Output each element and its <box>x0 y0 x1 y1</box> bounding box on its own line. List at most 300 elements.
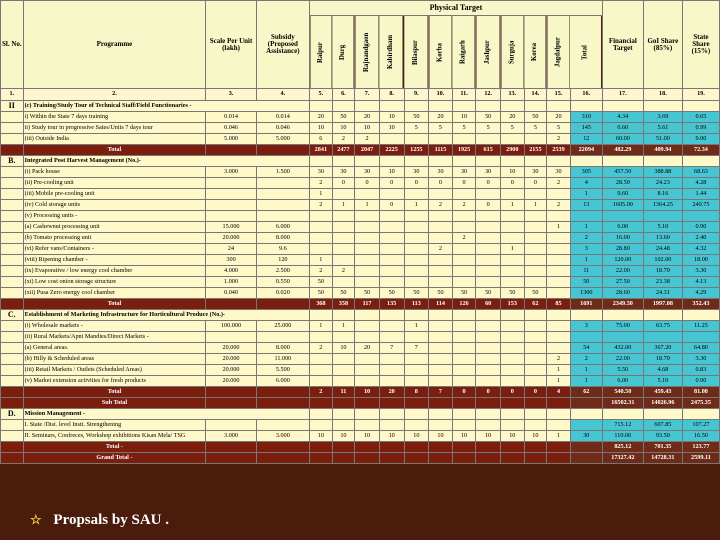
value-cell <box>501 211 525 222</box>
value-cell <box>206 387 256 398</box>
value-cell: 2 <box>310 200 333 211</box>
value-cell: 30 <box>524 167 547 178</box>
value-cell: 0 <box>404 178 429 189</box>
total-cell: 1691 <box>570 299 602 310</box>
table-row <box>1 134 720 145</box>
sl-cell <box>1 354 24 365</box>
table-cell <box>379 101 404 112</box>
total-cell <box>570 211 602 222</box>
table-row <box>1 354 720 365</box>
value-cell: 2 <box>429 244 453 255</box>
value-cell: 5 <box>452 123 476 134</box>
value-cell <box>501 233 525 244</box>
total-cell: 22094 <box>570 145 602 156</box>
section-header-row <box>1 409 720 420</box>
value-cell <box>355 332 380 343</box>
value-cell: 0 <box>379 200 404 211</box>
value-cell: 10 <box>501 431 525 442</box>
value-cell: 0 <box>355 178 380 189</box>
value-cell: 10 <box>310 123 333 134</box>
value-cell <box>452 453 476 464</box>
value-cell <box>547 233 571 244</box>
value-cell <box>256 200 309 211</box>
sl-cell <box>1 266 24 277</box>
total-cell: 3 <box>570 321 602 332</box>
sl-cell <box>1 167 24 178</box>
value-cell <box>452 321 476 332</box>
programme-cell: I. State /Dist. level Instt. Strengthening <box>23 420 206 431</box>
header-financial-target: Financial Target <box>602 1 643 89</box>
total-cell: 2 <box>570 354 602 365</box>
value-cell: 2 <box>452 200 476 211</box>
value-cell <box>404 442 429 453</box>
value-cell <box>206 178 256 189</box>
table-cell <box>643 156 682 167</box>
value-cell <box>452 277 476 288</box>
value-cell <box>379 420 404 431</box>
financial-cell: 3.69 <box>643 112 682 123</box>
value-cell <box>524 222 547 233</box>
value-cell <box>476 233 501 244</box>
header-programme: Programme <box>23 1 206 89</box>
table-cell <box>682 101 719 112</box>
financial-cell: 22.00 <box>602 266 643 277</box>
value-cell: 30 <box>429 167 453 178</box>
section-number: II <box>1 101 24 112</box>
table-cell <box>355 156 380 167</box>
financial-cell: 16.00 <box>602 233 643 244</box>
value-cell: 30 <box>476 167 501 178</box>
value-cell: 10 <box>524 431 547 442</box>
value-cell <box>206 200 256 211</box>
value-cell: 50 <box>310 288 333 299</box>
table-cell <box>501 409 525 420</box>
financial-cell: 1605.00 <box>602 200 643 211</box>
value-cell: 0 <box>501 178 525 189</box>
value-cell <box>355 189 380 200</box>
financial-cell: 6.60 <box>602 123 643 134</box>
value-cell <box>379 266 404 277</box>
value-cell <box>332 453 355 464</box>
table-cell <box>602 310 643 321</box>
value-cell <box>547 244 571 255</box>
value-cell <box>524 233 547 244</box>
value-cell <box>379 321 404 332</box>
programme-cell: Total <box>23 387 206 398</box>
value-cell: 50 <box>524 288 547 299</box>
programme-cell: (b) Tomato processing unit <box>23 233 206 244</box>
table-cell <box>682 409 719 420</box>
value-cell <box>501 354 525 365</box>
value-cell: 10 <box>429 431 453 442</box>
value-cell <box>404 277 429 288</box>
value-cell <box>379 244 404 255</box>
value-cell <box>476 244 501 255</box>
value-cell <box>501 343 525 354</box>
value-cell: 2 <box>332 134 355 145</box>
column-number: 1. <box>1 89 24 101</box>
value-cell <box>524 398 547 409</box>
value-cell: 15.000 <box>206 222 256 233</box>
value-cell: 114 <box>429 299 453 310</box>
table-cell <box>429 310 453 321</box>
value-cell <box>476 189 501 200</box>
sl-cell <box>1 376 24 387</box>
column-number: 19. <box>682 89 719 101</box>
financial-cell: 28.50 <box>602 178 643 189</box>
value-cell: 10 <box>332 123 355 134</box>
value-cell: 8 <box>404 387 429 398</box>
value-cell: 0.020 <box>256 288 309 299</box>
value-cell: 30 <box>310 167 333 178</box>
value-cell: 1 <box>501 244 525 255</box>
value-cell: 1.000 <box>206 277 256 288</box>
sl-cell <box>1 442 24 453</box>
programme-cell: (xii) Pusa Zero energy cool chamber <box>23 288 206 299</box>
table-cell <box>332 156 355 167</box>
value-cell <box>256 189 309 200</box>
value-cell <box>501 277 525 288</box>
value-cell <box>355 233 380 244</box>
value-cell: 368 <box>310 299 333 310</box>
value-cell: 0 <box>476 387 501 398</box>
table-cell <box>355 310 380 321</box>
financial-cell: 18.70 <box>643 354 682 365</box>
table-cell <box>547 310 571 321</box>
table-cell <box>332 409 355 420</box>
value-cell: 20 <box>429 112 453 123</box>
value-cell: 10 <box>379 431 404 442</box>
financial-cell: 367.20 <box>643 343 682 354</box>
value-cell: 2477 <box>332 145 355 156</box>
value-cell: 153 <box>501 299 525 310</box>
value-cell <box>404 453 429 464</box>
financial-cell: 110.00 <box>602 431 643 442</box>
value-cell: 50 <box>332 288 355 299</box>
programme-cell: (a) General areas. <box>23 343 206 354</box>
value-cell: 2 <box>310 178 333 189</box>
table-cell <box>570 409 602 420</box>
financial-cell: 16502.31 <box>602 398 643 409</box>
total-cell: 30 <box>570 431 602 442</box>
value-cell: 1 <box>547 222 571 233</box>
programme-cell: ii) Study tour in progressive Sates/Units 7 days tour <box>23 123 206 134</box>
value-cell <box>404 332 429 343</box>
value-cell <box>452 211 476 222</box>
star-icon: ☆ <box>30 512 42 527</box>
section-title: (c) Training/Study Tour of Technical Staff/Field Functionaries - <box>23 101 309 112</box>
value-cell <box>429 222 453 233</box>
sl-cell <box>1 332 24 343</box>
table-cell <box>310 156 333 167</box>
value-cell: 50 <box>476 288 501 299</box>
table-row <box>1 123 720 134</box>
financial-cell: 1.44 <box>682 189 719 200</box>
value-cell <box>332 277 355 288</box>
value-cell: 10 <box>355 431 380 442</box>
value-cell <box>547 277 571 288</box>
total-cell <box>570 442 602 453</box>
value-cell <box>524 244 547 255</box>
sl-cell <box>1 211 24 222</box>
table-cell <box>602 156 643 167</box>
value-cell: 11.000 <box>256 354 309 365</box>
total-row <box>1 387 720 398</box>
financial-cell: 3.30 <box>682 266 719 277</box>
header-district: Korba <box>429 16 453 89</box>
value-cell: 10 <box>355 123 380 134</box>
total-cell <box>570 398 602 409</box>
value-cell <box>379 233 404 244</box>
financial-cell <box>682 332 719 343</box>
header-scale: Scale Per Unit (lakh) <box>206 1 256 89</box>
value-cell <box>404 222 429 233</box>
value-cell: 1.500 <box>256 167 309 178</box>
value-cell <box>524 211 547 222</box>
value-cell <box>547 442 571 453</box>
financial-cell: 120.00 <box>602 255 643 266</box>
value-cell: 5 <box>476 123 501 134</box>
programme-cell: (vi) Refer vans/Containers - <box>23 244 206 255</box>
value-cell <box>355 354 380 365</box>
value-cell: 2 <box>547 200 571 211</box>
programme-cell: (i) Pack house <box>23 167 206 178</box>
sl-cell <box>1 277 24 288</box>
value-cell <box>429 277 453 288</box>
value-cell <box>476 134 501 145</box>
column-number: 8. <box>379 89 404 101</box>
value-cell: 120 <box>256 255 309 266</box>
value-cell <box>355 255 380 266</box>
financial-cell: 11.25 <box>682 321 719 332</box>
financial-cell: 459.43 <box>643 387 682 398</box>
financial-cell: 123.77 <box>682 442 719 453</box>
table-row <box>1 277 720 288</box>
table-cell <box>452 310 476 321</box>
programme-cell: II. Seminars, Confreces, Workshop exhibitions Kisan Mela/ TSG <box>23 431 206 442</box>
value-cell <box>429 211 453 222</box>
value-cell <box>404 398 429 409</box>
value-cell <box>332 365 355 376</box>
table-row <box>1 167 720 178</box>
value-cell <box>452 420 476 431</box>
value-cell: 0 <box>476 178 501 189</box>
value-cell: 5 <box>429 123 453 134</box>
value-cell <box>429 420 453 431</box>
value-cell <box>332 255 355 266</box>
column-number: 5. <box>310 89 333 101</box>
value-cell: 7 <box>429 387 453 398</box>
total-cell: 1300 <box>570 288 602 299</box>
header-district: Rajnandgaon <box>355 16 380 89</box>
value-cell: 126 <box>452 299 476 310</box>
table-cell <box>476 156 501 167</box>
value-cell <box>404 189 429 200</box>
table-cell <box>682 310 719 321</box>
programme-cell: (viii) Ripening chamber - <box>23 255 206 266</box>
value-cell: 2 <box>310 343 333 354</box>
section-number: C. <box>1 310 24 321</box>
header-district: Raipur <box>310 16 333 89</box>
value-cell <box>355 211 380 222</box>
header-district: Raigarh <box>452 16 476 89</box>
total-cell: 1 <box>570 255 602 266</box>
total-cell: 50 <box>570 277 602 288</box>
financial-cell <box>643 332 682 343</box>
value-cell: 5.000 <box>206 134 256 145</box>
value-cell: 2841 <box>310 145 333 156</box>
programme-cell: (b) Hilly & Scheduled areas <box>23 354 206 365</box>
value-cell: 1 <box>355 200 380 211</box>
financial-cell: 18.70 <box>643 266 682 277</box>
table-cell <box>429 101 453 112</box>
value-cell <box>429 255 453 266</box>
sl-cell <box>1 299 24 310</box>
value-cell: 358 <box>332 299 355 310</box>
sl-cell <box>1 200 24 211</box>
financial-cell: 22.00 <box>602 354 643 365</box>
value-cell <box>452 332 476 343</box>
financial-cell: 9.60 <box>602 189 643 200</box>
value-cell <box>404 255 429 266</box>
value-cell <box>476 222 501 233</box>
value-cell <box>547 398 571 409</box>
value-cell: 25.000 <box>256 321 309 332</box>
value-cell: 24 <box>206 244 256 255</box>
value-cell: 0 <box>524 387 547 398</box>
value-cell: 0.014 <box>206 112 256 123</box>
value-cell: 2 <box>547 178 571 189</box>
value-cell <box>355 442 380 453</box>
financial-cell <box>682 211 719 222</box>
value-cell <box>501 134 525 145</box>
value-cell: 5.000 <box>256 134 309 145</box>
value-cell <box>355 222 380 233</box>
value-cell <box>547 266 571 277</box>
value-cell: 10 <box>452 112 476 123</box>
table-row <box>1 255 720 266</box>
value-cell: 1255 <box>404 145 429 156</box>
value-cell: 10 <box>310 431 333 442</box>
value-cell: 8.000 <box>256 343 309 354</box>
table-cell <box>570 156 602 167</box>
value-cell <box>501 442 525 453</box>
programme-cell: (ii) Pre-cooling unit <box>23 178 206 189</box>
value-cell <box>355 266 380 277</box>
column-number: 4. <box>256 89 309 101</box>
value-cell: 2155 <box>524 145 547 156</box>
value-cell <box>256 178 309 189</box>
sl-cell <box>1 387 24 398</box>
programme-cell: (ii) Rural Markets/Apni Mandies/Direct Markets - <box>23 332 206 343</box>
value-cell: 30 <box>332 167 355 178</box>
financial-cell: 81.08 <box>682 387 719 398</box>
value-cell: 0 <box>452 387 476 398</box>
value-cell <box>206 189 256 200</box>
financial-cell: 0.99 <box>682 123 719 134</box>
value-cell: 2 <box>429 200 453 211</box>
section-title: Establishment of Marketing Infrastructure for Horticultural Produce (No.)- <box>23 310 309 321</box>
header-state-share: State Share (15%) <box>682 1 719 89</box>
value-cell <box>452 365 476 376</box>
financial-cell: 2349.50 <box>602 299 643 310</box>
header-district: Durg <box>332 16 355 89</box>
table-row <box>1 343 720 354</box>
value-cell <box>404 354 429 365</box>
table-cell <box>404 101 429 112</box>
table-cell <box>404 409 429 420</box>
value-cell: 30 <box>404 167 429 178</box>
financial-cell: 607.85 <box>643 420 682 431</box>
value-cell <box>429 321 453 332</box>
value-cell <box>206 332 256 343</box>
value-cell: 10 <box>379 112 404 123</box>
programme-cell: Sub Total <box>23 398 206 409</box>
sl-cell <box>1 233 24 244</box>
value-cell: 1 <box>404 200 429 211</box>
total-cell: 11 <box>570 266 602 277</box>
value-cell <box>501 453 525 464</box>
value-cell: 7 <box>379 343 404 354</box>
value-cell <box>452 376 476 387</box>
financial-cell: 5.50 <box>602 365 643 376</box>
value-cell: 3.000 <box>206 431 256 442</box>
table-row <box>1 321 720 332</box>
header-district: Kabirdham <box>379 16 404 89</box>
value-cell: 20 <box>310 112 333 123</box>
value-cell <box>524 376 547 387</box>
section-title: Mission Management - <box>23 409 309 420</box>
total-cell: 2 <box>570 233 602 244</box>
value-cell: 0 <box>524 178 547 189</box>
value-cell <box>355 420 380 431</box>
value-cell: 1115 <box>429 145 453 156</box>
value-cell <box>476 442 501 453</box>
programme-cell: Total - <box>23 442 206 453</box>
value-cell <box>452 442 476 453</box>
programme-cell: (iii) Outside India <box>23 134 206 145</box>
value-cell <box>476 321 501 332</box>
total-cell: 13 <box>570 200 602 211</box>
financial-cell: 0.90 <box>682 376 719 387</box>
table-cell <box>379 310 404 321</box>
financial-cell <box>602 211 643 222</box>
value-cell <box>206 453 256 464</box>
table-row <box>1 211 720 222</box>
programme-cell: (iii) Mobile pre-cooling unit <box>23 189 206 200</box>
value-cell <box>256 299 309 310</box>
value-cell <box>206 299 256 310</box>
value-cell <box>256 442 309 453</box>
value-cell <box>501 266 525 277</box>
table-cell <box>682 156 719 167</box>
financial-cell: 14728.31 <box>643 453 682 464</box>
value-cell: 5 <box>547 123 571 134</box>
value-cell: 10 <box>332 431 355 442</box>
table-row <box>1 376 720 387</box>
table-cell <box>501 101 525 112</box>
table-cell <box>429 156 453 167</box>
value-cell <box>452 398 476 409</box>
table-cell <box>404 310 429 321</box>
value-cell <box>379 134 404 145</box>
programme-cell: (i) Wholesale markets - <box>23 321 206 332</box>
value-cell: 20.000 <box>206 376 256 387</box>
table-cell <box>332 101 355 112</box>
value-cell <box>379 398 404 409</box>
value-cell <box>429 134 453 145</box>
financial-cell: 93.50 <box>643 431 682 442</box>
